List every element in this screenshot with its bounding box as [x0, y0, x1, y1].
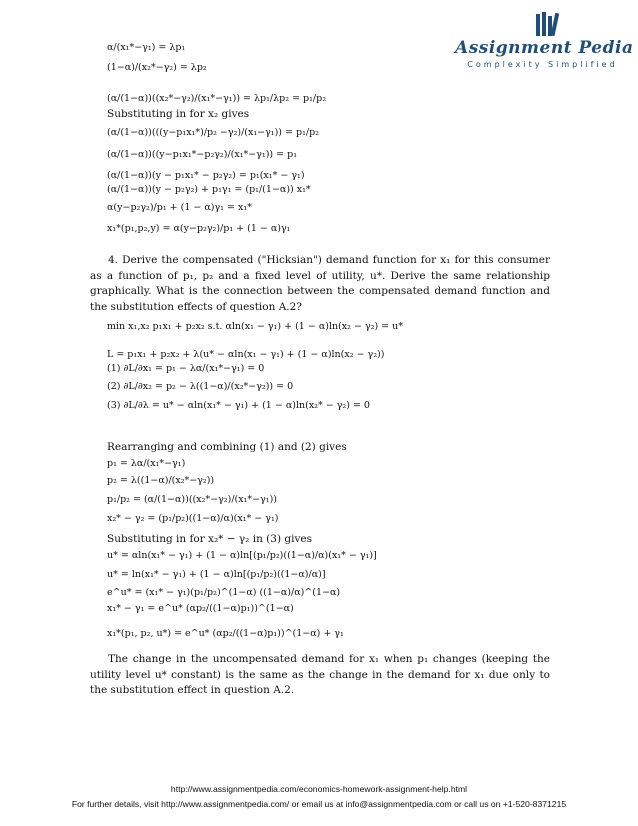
- math-line: min x₁,x₂ p₁x₁ + p₂x₂ s.t. αln(x₁ − γ₁) + (1 − α)ln(x₂ − γ₂) = u*: [107, 321, 404, 332]
- math-line: p₁ = λα/(x₁*−γ₁): [107, 458, 186, 469]
- math-line: (α/(1−α))(((y−p₁x₁*)/p₂ −γ₂)/(x₁−γ₁)) = p₁/p₂: [107, 127, 319, 138]
- math-line: p₁/p₂ = (α/(1−α))((x₂*−γ₂)/(x₁*−γ₁)): [107, 494, 278, 505]
- substituting-label: Substituting in for x₂* − γ₂ in (3) gives: [107, 533, 313, 545]
- math-line: (3) ∂L/∂λ = u* − αln(x₁* − γ₁) + (1 − α)ln(x₂* − γ₂) = 0: [107, 400, 370, 411]
- math-line: (1−α)/(x₂*−γ₂) = λp₂: [107, 62, 207, 73]
- math-line: x₂* − γ₂ = (p₁/p₂)((1−α)/α)(x₁* − γ₁): [107, 513, 279, 524]
- conclusion-text: The change in the uncompensated demand for x₁ when p₁ changes (keeping the utility level u* constant) is the same as the change in the demand for x₁ due only to the substitution effect in question A.2.: [90, 653, 550, 696]
- math-line: (2) ∂L/∂x₂ = p₂ − λ((1−α)/(x₂*−γ₂)) = 0: [107, 381, 294, 392]
- logo-title: Assignment Pedia: [455, 38, 634, 58]
- math-line: u* = ln(x₁* − γ₁) + (1 − α)ln[(p₁/p₂)((1−α)/α)]: [107, 569, 326, 580]
- math-line: (α/(1−α))((x₂*−γ₂)/(x₁*−γ₁)) = λp₁/λp₂ = p₁/p₂: [107, 93, 327, 104]
- math-line: x₁*(p₁, p₂, u*) = e^u* (αp₂/((1−α)p₁))^(1−α) + γ₁: [107, 628, 344, 639]
- math-line: (1) ∂L/∂x₁ = p₁ − λα/(x₁*−γ₁) = 0: [107, 363, 265, 374]
- math-line: u* = αln(x₁* − γ₁) + (1 − α)ln[(p₁/p₂)((1−α)/α)(x₁* − γ₁)]: [107, 550, 377, 561]
- math-line: L = p₁x₁ + p₂x₂ + λ(u* − αln(x₁ − γ₁) + (1 − α)ln(x₂ − γ₂)): [107, 349, 385, 360]
- math-line: (α/(1−α))(y − p₁x₁* − p₂γ₂) = p₁(x₁* − γ₁): [107, 170, 305, 181]
- assignment-pedia-logo[interactable]: [455, 10, 634, 72]
- math-line: α/(x₁*−γ₁) = λp₁: [107, 42, 186, 53]
- rearranging-label: Rearranging and combining (1) and (2) gives: [107, 441, 347, 453]
- math-line: p₂ = λ((1−α)/(x₂*−γ₂)): [107, 475, 215, 486]
- math-line: Substituting in for x₂ gives: [107, 108, 250, 120]
- math-line: x₁*(p₁,p₂,y) = α(y−p₂γ₂)/p₁ + (1 − α)γ₁: [107, 223, 291, 234]
- question-4-text: 4. Derive the compensated ("Hicksian") demand function for x₁ for this consumer as a function of p₁, p₂ and a fixed level of utility, u*. Derive the same relationship graphically. What is the connection between the compensated demand function and the substitution effects of question A.2?: [90, 254, 550, 313]
- footer-url[interactable]: http://www.assignmentpedia.com/economics-homework-assignment-help.html: [170, 784, 468, 794]
- logo-tagline: Complexity Simplified: [467, 60, 618, 69]
- footer-contact[interactable]: For further details, visit http://www.assignmentpedia.com/ or email us at info@assignmentpedia.com or call us on +1-520-8371215: [71, 799, 567, 809]
- question-4: [90, 253, 550, 315]
- books-logo-icon: [533, 10, 563, 40]
- math-line: (α/(1−α))(y − p₂γ₂) + p₁γ₁ = (p₁/(1−α)) x₁*: [107, 184, 311, 195]
- math-line: x₁* − γ₁ = e^u* (αp₂/((1−α)p₁))^(1−α): [107, 603, 294, 614]
- math-line: α(y−p₂γ₂)/p₁ + (1 − α)γ₁ = x₁*: [107, 202, 252, 213]
- math-line: e^u* = (x₁* − γ₁)(p₁/p₂)^(1−α) ((1−α)/α)^(1−α): [107, 587, 341, 598]
- conclusion-paragraph: [90, 652, 550, 699]
- math-line: (α/(1−α))((y−p₁x₁*−p₂γ₂)/(x₁*−γ₁)) = p₁: [107, 149, 298, 160]
